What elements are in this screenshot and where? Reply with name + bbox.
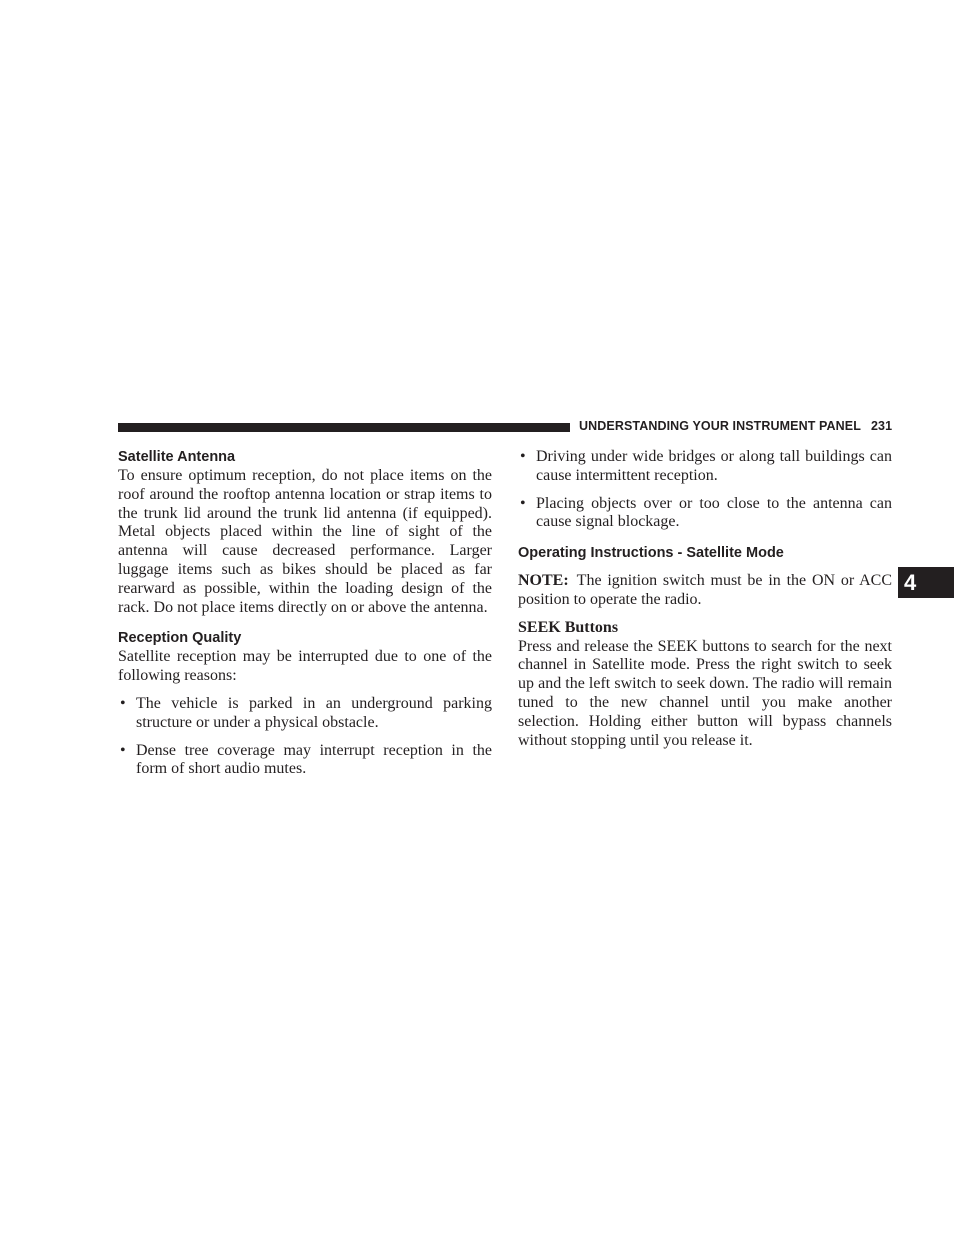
left-column	[118, 448, 492, 779]
page-number: 231	[870, 419, 893, 433]
bullet-icon: •	[520, 448, 526, 465]
list-item	[118, 695, 492, 733]
seek-buttons-heading: SEEK Buttons	[518, 618, 619, 636]
note-paragraph	[518, 572, 892, 610]
right-column	[518, 448, 892, 750]
satellite-antenna-heading: Satellite Antenna	[118, 449, 236, 465]
list-item-text: Driving under wide bridges or along tall buildings can cause intermittent reception.	[536, 448, 892, 484]
reception-reasons-list	[118, 695, 492, 779]
bullet-icon: •	[520, 494, 526, 512]
header-rule	[118, 423, 570, 432]
list-item-text: Placing objects over or too close to the antenna can cause signal blockage.	[536, 494, 892, 531]
operating-instructions-heading: Operating Instructions - Satellite Mode	[518, 545, 784, 562]
satellite-antenna-body: To ensure optimum reception, do not place items on the roof around the rooftop antenna location or strap items to the trunk lid around the trunk lid antenna (if equipped). Metal objects placed within the line of sight of the antenna will cause decreased performance. Larger luggage items such as bikes should be placed as far rearward as possible, within the loading design of the rack. Do not place items directly on or above the antenna.	[118, 467, 492, 616]
note-text: The ignition switch must be in the ON or ACC position to operate the radio.	[518, 572, 892, 608]
bullet-icon: •	[120, 694, 126, 712]
list-item	[518, 448, 892, 486]
list-item-text: Dense tree coverage may interrupt reception in the form of short audio mutes.	[136, 741, 492, 778]
list-item	[118, 742, 492, 780]
reception-quality-intro: Satellite reception may be interrupted due to one of the following reasons:	[118, 648, 492, 685]
reception-quality-heading: Reception Quality	[118, 630, 242, 647]
list-item-text: The vehicle is parked in an underground parking structure or under a physical obstacle.	[136, 694, 492, 731]
note-label: NOTE:	[518, 572, 569, 590]
chapter-tab: 4	[898, 567, 954, 598]
running-header	[579, 419, 891, 433]
bullet-icon: •	[120, 741, 126, 759]
seek-buttons-body: Press and release the SEEK buttons to search for the next channel in Satellite mode. Press the right switch to seek up and the left switch to seek down. The radio will remain tuned to the new channel until you make another selection. Holding either button will bypass channels without stopping until you release it.	[518, 637, 892, 749]
reception-reasons-list-continued	[518, 448, 892, 532]
list-item	[518, 495, 892, 533]
header-title: UNDERSTANDING YOUR INSTRUMENT PANEL	[579, 419, 861, 433]
